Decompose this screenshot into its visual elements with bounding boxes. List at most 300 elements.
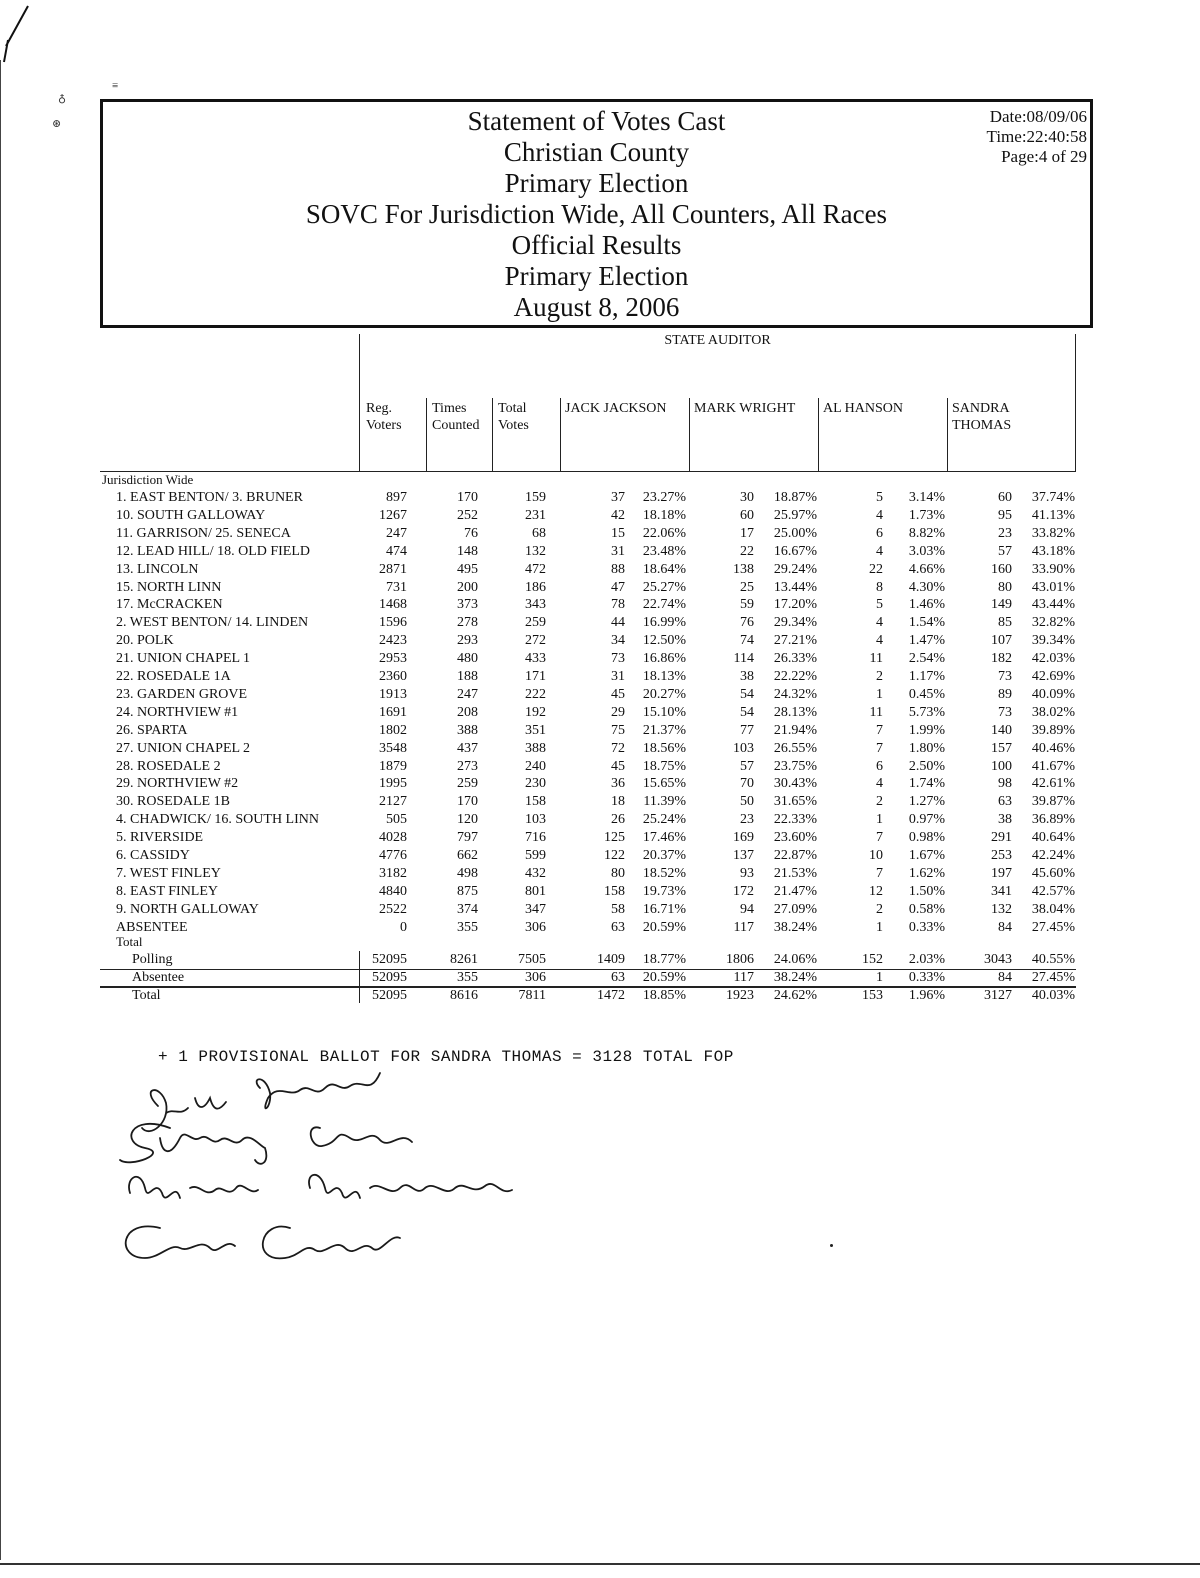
table-row (0, 775, 1200, 793)
cell-total: 259 (525, 615, 546, 631)
cell-c4: 57 (998, 543, 1012, 559)
cell-c2: 93 (740, 865, 754, 881)
cell-c1: 58 (611, 901, 625, 917)
cell-c1: 122 (604, 848, 625, 863)
cell-reg: 3182 (379, 865, 407, 881)
cell-c2: 137 (733, 848, 754, 863)
cell-total: 68 (532, 525, 546, 541)
cell-p1: 23.48% (642, 543, 686, 559)
cell-reg: 1913 (379, 686, 407, 702)
cell-c3: 2 (876, 901, 883, 917)
cell-p3: 1.62% (908, 865, 945, 881)
title-line: SOVC For Jurisdiction Wide, All Counters, All Races (305, 199, 888, 229)
cell-p4: 27.45% (1031, 919, 1075, 935)
cell-p1: 20.27% (642, 686, 686, 702)
cell-times: 797 (457, 830, 478, 846)
report-meta (987, 107, 1087, 167)
cell-c2: 23 (740, 812, 754, 828)
table-row (0, 883, 1200, 901)
cell-p3: 3.03% (908, 543, 945, 559)
title-line: Primary Election (504, 168, 689, 198)
cell-c3: 153 (862, 988, 883, 1003)
cell-p4: 43.18% (1031, 543, 1075, 559)
cell-p2: 38.24% (773, 970, 817, 985)
cell-c2: 77 (740, 722, 754, 738)
cell-c1: 78 (611, 597, 625, 613)
report-date: Date:08/09/06 (989, 107, 1087, 126)
cell-c2: 114 (733, 651, 754, 667)
cell-p3: 1.73% (908, 507, 945, 523)
cell-c1: 36 (611, 776, 625, 792)
cell-times: 374 (457, 901, 478, 917)
cell-p1: 12.50% (642, 633, 686, 649)
cell-p2: 38.24% (773, 919, 817, 935)
column-divider (426, 398, 427, 472)
cell-p2: 21.94% (773, 722, 817, 738)
cell-p1: 18.75% (642, 758, 686, 774)
cell-total: 7811 (518, 988, 546, 1003)
table-row (0, 811, 1200, 829)
cell-c4: 23 (998, 525, 1012, 541)
cell-p1: 18.85% (642, 988, 686, 1003)
cell-p2: 24.06% (773, 952, 817, 967)
cell-p3: 1.54% (908, 615, 945, 631)
cell-c1: 29 (611, 704, 625, 720)
cell-p1: 22.06% (642, 525, 686, 541)
cell-c4: 3043 (984, 952, 1012, 967)
header-candidate-sandra-thomas: SANDRA THOMAS (952, 401, 1012, 433)
cell-times: 252 (457, 507, 478, 523)
cell-c3: 4 (876, 507, 883, 523)
cell-c3: 7 (876, 830, 883, 846)
cell-c4: 63 (998, 794, 1012, 810)
cell-total: 272 (525, 633, 546, 649)
cell-p3: 0.97% (908, 812, 945, 828)
cell-c4: 182 (991, 651, 1012, 667)
cell-c4: 95 (998, 507, 1012, 523)
jurisdiction-name: 9. NORTH GALLOWAY (116, 901, 259, 917)
cell-total: 159 (525, 490, 546, 505)
cell-p3: 0.33% (908, 919, 945, 935)
cell-c2: 30 (740, 490, 754, 505)
cell-p4: 43.44% (1031, 597, 1075, 613)
cell-times: 662 (457, 848, 478, 863)
jurisdiction-name: 6. CASSIDY (116, 848, 190, 863)
cell-p1: 18.64% (642, 561, 686, 577)
header-total-votes: Total Votes (498, 401, 529, 433)
cell-reg: 1995 (379, 776, 407, 792)
cell-c1: 63 (611, 919, 625, 935)
cell-c3: 22 (869, 561, 883, 577)
table-row (0, 901, 1200, 919)
column-divider (689, 398, 690, 472)
cell-p2: 27.21% (773, 633, 817, 649)
cell-p4: 40.03% (1031, 988, 1075, 1003)
cell-c2: 117 (733, 919, 754, 935)
cell-c4: 197 (991, 865, 1012, 881)
cell-p3: 1.46% (908, 597, 945, 613)
jurisdiction-name: 5. RIVERSIDE (116, 830, 204, 846)
cell-c1: 125 (604, 830, 625, 846)
cell-p1: 23.27% (642, 490, 686, 505)
table-row (0, 596, 1200, 614)
cell-total: 347 (525, 901, 546, 917)
cell-p1: 18.56% (642, 740, 686, 756)
header-reg-voters: Reg. Voters (366, 401, 402, 433)
total-row (0, 969, 1200, 987)
cell-total: 231 (525, 507, 546, 523)
cell-p2: 26.55% (773, 740, 817, 756)
table-row (0, 686, 1200, 704)
header-rule (100, 471, 1076, 472)
cell-c1: 45 (611, 686, 625, 702)
cell-total: 432 (525, 865, 546, 881)
cell-total: 472 (525, 561, 546, 577)
jurisdiction-name: 15. NORTH LINN (116, 579, 222, 595)
cell-c3: 6 (876, 758, 883, 774)
cell-p4: 43.01% (1031, 579, 1075, 595)
cell-c2: 103 (733, 740, 754, 756)
signature-block (100, 1068, 540, 1283)
cell-p3: 0.58% (908, 901, 945, 917)
cell-reg: 4776 (379, 848, 407, 863)
cell-c3: 1 (876, 970, 883, 985)
cell-p1: 20.37% (642, 848, 686, 863)
cell-times: 437 (457, 740, 478, 756)
table-row (0, 525, 1200, 543)
jurisdiction-name: 24. NORTHVIEW #1 (116, 704, 239, 720)
cell-p2: 25.00% (773, 525, 817, 541)
cell-p2: 18.87% (773, 490, 817, 505)
section-label: Jurisdiction Wide (102, 472, 194, 487)
cell-c1: 26 (611, 812, 625, 828)
column-divider (947, 398, 948, 472)
cell-p4: 33.82% (1031, 525, 1075, 541)
jurisdiction-name: ABSENTEE (116, 919, 188, 935)
jurisdiction-name: 27. UNION CHAPEL 2 (116, 740, 251, 756)
cell-c4: 341 (991, 883, 1012, 899)
cell-p1: 17.46% (642, 830, 686, 846)
cell-times: 388 (457, 722, 478, 738)
cell-c3: 8 (876, 579, 883, 595)
cell-p3: 0.98% (908, 830, 945, 846)
cell-total: 240 (525, 758, 546, 774)
cell-reg: 2522 (379, 901, 407, 917)
cell-c3: 7 (876, 865, 883, 881)
cell-p2: 21.47% (773, 883, 817, 899)
cell-c2: 1806 (726, 952, 754, 967)
cell-p3: 0.45% (908, 686, 945, 702)
cell-c4: 253 (991, 848, 1012, 863)
jurisdiction-name: Polling (132, 952, 173, 967)
title-line: Primary Election (504, 261, 689, 291)
cell-c1: 42 (611, 507, 625, 523)
race-title: STATE AUDITOR (664, 333, 771, 348)
cell-times: 200 (457, 579, 478, 595)
table-row (0, 543, 1200, 561)
total-row (0, 987, 1200, 1005)
cell-reg: 2423 (379, 633, 407, 649)
jurisdiction-name: 22. ROSEDALE 1A (116, 669, 231, 684)
cell-p4: 42.61% (1031, 776, 1075, 792)
cell-p2: 21.53% (773, 865, 817, 881)
total-rule (100, 969, 1076, 970)
cell-p3: 4.66% (908, 561, 945, 577)
title-line: Official Results (511, 230, 682, 260)
jurisdiction-name: 10. SOUTH GALLOWAY (116, 507, 266, 523)
cell-c4: 140 (991, 722, 1012, 738)
cell-c1: 31 (611, 669, 625, 684)
cell-p2: 17.20% (773, 597, 817, 613)
cell-p4: 40.64% (1031, 830, 1075, 846)
cell-times: 875 (457, 883, 478, 899)
column-divider (359, 334, 360, 472)
cell-c3: 4 (876, 615, 883, 631)
cell-p2: 25.97% (773, 507, 817, 523)
cell-c3: 1 (876, 812, 883, 828)
cell-p2: 23.60% (773, 830, 817, 846)
cell-total: 306 (525, 970, 546, 985)
cell-total: 433 (525, 651, 546, 667)
cell-times: 8616 (450, 988, 478, 1003)
cell-p2: 29.24% (773, 561, 817, 577)
cell-c2: 1923 (726, 988, 754, 1003)
cell-p3: 1.50% (908, 883, 945, 899)
cell-c2: 76 (740, 615, 754, 631)
cell-c2: 60 (740, 507, 754, 523)
cell-times: 120 (457, 812, 478, 828)
cell-total: 132 (525, 543, 546, 559)
cell-c3: 1 (876, 919, 883, 935)
jurisdiction-name: 21. UNION CHAPEL 1 (116, 651, 251, 667)
header-candidate-al-hanson: AL HANSON (823, 401, 903, 416)
cell-p4: 40.55% (1031, 952, 1075, 967)
cell-total: 801 (525, 883, 546, 899)
cell-p4: 42.57% (1031, 883, 1075, 899)
table-row (0, 865, 1200, 883)
cell-c1: 88 (611, 561, 625, 577)
cell-total: 716 (525, 830, 546, 846)
column-divider (818, 398, 819, 472)
cell-total: 599 (525, 848, 546, 863)
cell-p3: 1.80% (908, 740, 945, 756)
cell-p4: 40.09% (1031, 686, 1075, 702)
cell-reg: 731 (386, 579, 407, 595)
cell-total: 7505 (518, 952, 546, 967)
cell-c2: 57 (740, 758, 754, 774)
cell-reg: 1802 (379, 722, 407, 738)
cell-times: 373 (457, 597, 478, 613)
cell-times: 76 (464, 525, 478, 541)
cell-c1: 31 (611, 543, 625, 559)
cell-p4: 41.13% (1031, 507, 1075, 523)
cell-times: 170 (457, 794, 478, 810)
header-times-counted: Times Counted (432, 401, 480, 433)
cell-reg: 4840 (379, 883, 407, 899)
column-divider (560, 398, 561, 472)
cell-c1: 44 (611, 615, 625, 631)
cell-c3: 7 (876, 722, 883, 738)
margin-mark: ♁ (58, 93, 67, 105)
cell-p3: 0.33% (908, 970, 945, 985)
cell-p2: 16.67% (773, 543, 817, 559)
cell-p2: 23.75% (773, 758, 817, 774)
cell-times: 259 (457, 776, 478, 792)
cell-p4: 32.82% (1031, 615, 1075, 631)
cell-p4: 42.03% (1031, 651, 1075, 667)
cell-p1: 16.99% (642, 615, 686, 631)
cell-p4: 42.24% (1031, 848, 1075, 863)
cell-c2: 70 (740, 776, 754, 792)
cell-c3: 12 (869, 883, 883, 899)
cell-reg: 247 (386, 525, 407, 541)
cell-p3: 1.74% (908, 776, 945, 792)
cell-c1: 80 (611, 865, 625, 881)
pen-slash-mark (0, 0, 40, 70)
jurisdiction-name: 29. NORTHVIEW #2 (116, 776, 239, 792)
cell-c2: 50 (740, 794, 754, 810)
cell-reg: 1267 (379, 507, 407, 523)
cell-c1: 1472 (597, 988, 625, 1003)
cell-reg: 897 (386, 490, 407, 505)
cell-c4: 157 (991, 740, 1012, 756)
table-row (0, 650, 1200, 668)
table-row (0, 614, 1200, 632)
column-divider (1075, 334, 1076, 472)
jurisdiction-name: 1. EAST BENTON/ 3. BRUNER (116, 490, 303, 505)
cell-p2: 27.09% (773, 901, 817, 917)
cell-times: 8261 (450, 952, 478, 967)
jurisdiction-name: Total (132, 988, 161, 1003)
cell-total: 306 (525, 919, 546, 935)
cell-times: 247 (457, 686, 478, 702)
cell-reg: 2360 (379, 669, 407, 684)
title-line: August 8, 2006 (513, 292, 680, 322)
cell-p1: 19.73% (642, 883, 686, 899)
cell-p2: 28.13% (773, 704, 817, 720)
cell-c2: 25 (740, 579, 754, 595)
cell-times: 355 (457, 919, 478, 935)
cell-c1: 18 (611, 794, 625, 810)
cell-p1: 18.18% (642, 507, 686, 523)
title-line: Christian County (503, 137, 690, 167)
jurisdiction-name: 28. ROSEDALE 2 (116, 758, 221, 774)
cell-p3: 1.99% (908, 722, 945, 738)
cell-c4: 38 (998, 812, 1012, 828)
cell-p3: 2.03% (908, 952, 945, 967)
jurisdiction-name: 2. WEST BENTON/ 14. LINDEN (116, 615, 309, 631)
cell-p2: 24.32% (773, 686, 817, 702)
cell-c4: 60 (998, 490, 1012, 505)
jurisdiction-name: 13. LINCOLN (116, 561, 199, 577)
cell-c4: 98 (998, 776, 1012, 792)
cell-p4: 33.90% (1031, 561, 1075, 577)
cell-p1: 22.74% (642, 597, 686, 613)
cell-p1: 20.59% (642, 919, 686, 935)
cell-total: 388 (525, 740, 546, 756)
column-divider (492, 398, 493, 472)
cell-c1: 37 (611, 490, 625, 505)
cell-reg: 505 (386, 812, 407, 828)
cell-c1: 72 (611, 740, 625, 756)
cell-c2: 54 (740, 686, 754, 702)
cell-total: 171 (525, 669, 546, 684)
cell-p1: 15.10% (642, 704, 686, 720)
cell-c4: 291 (991, 830, 1012, 846)
cell-p4: 38.04% (1031, 901, 1075, 917)
cell-c2: 17 (740, 525, 754, 541)
report-time: Time:22:40:58 (986, 127, 1087, 146)
cell-c1: 34 (611, 633, 625, 649)
cell-p4: 37.74% (1031, 490, 1075, 505)
jurisdiction-name: 20. POLK (116, 633, 174, 649)
cell-times: 480 (457, 651, 478, 667)
cell-p1: 18.13% (642, 669, 686, 684)
jurisdiction-name: 23. GARDEN GROVE (116, 686, 248, 702)
cell-p2: 22.87% (773, 848, 817, 863)
cell-total: 103 (525, 812, 546, 828)
header-candidate-jack-jackson: JACK JACKSON (565, 401, 667, 416)
cell-reg: 1879 (379, 758, 407, 774)
table-row (0, 561, 1200, 579)
cell-reg: 52095 (372, 952, 407, 967)
table-row (0, 489, 1200, 507)
cell-c4: 80 (998, 579, 1012, 595)
title-line: Statement of Votes Cast (467, 106, 726, 136)
cell-c4: 160 (991, 561, 1012, 577)
cell-p3: 5.73% (908, 704, 945, 720)
cell-c3: 1 (876, 686, 883, 702)
cell-p4: 39.89% (1031, 722, 1075, 738)
cell-times: 148 (457, 543, 478, 559)
jurisdiction-name: 12. LEAD HILL/ 18. OLD FIELD (116, 543, 311, 559)
jurisdiction-name: 4. CHADWICK/ 16. SOUTH LINN (116, 812, 319, 828)
cell-times: 498 (457, 865, 478, 881)
cell-p2: 30.43% (773, 776, 817, 792)
cell-reg: 52095 (372, 970, 407, 985)
cell-c2: 172 (733, 883, 754, 899)
cell-c3: 2 (876, 669, 883, 684)
cell-total: 351 (525, 722, 546, 738)
cell-p3: 1.67% (908, 848, 945, 863)
cell-c4: 84 (998, 970, 1012, 985)
cell-p4: 38.02% (1031, 704, 1075, 720)
cell-reg: 3548 (379, 740, 407, 756)
cell-p1: 15.65% (642, 776, 686, 792)
cell-p1: 16.71% (642, 901, 686, 917)
table-row (0, 829, 1200, 847)
cell-total: 343 (525, 597, 546, 613)
page-bottom-edge (0, 1563, 1200, 1565)
cell-total: 222 (525, 686, 546, 702)
cell-c2: 59 (740, 597, 754, 613)
cell-times: 273 (457, 758, 478, 774)
cell-c1: 1409 (597, 952, 625, 967)
table-row (0, 579, 1200, 597)
cell-c2: 38 (740, 669, 754, 684)
cell-c3: 11 (869, 704, 883, 720)
cell-reg: 1468 (379, 597, 407, 613)
cell-times: 495 (457, 561, 478, 577)
cell-p3: 8.82% (908, 525, 945, 541)
cell-p3: 2.54% (908, 651, 945, 667)
cell-times: 170 (457, 490, 478, 505)
cell-reg: 0 (400, 919, 407, 935)
cell-p4: 27.45% (1031, 970, 1075, 985)
grand-total-rule (100, 986, 1076, 988)
cell-c2: 54 (740, 704, 754, 720)
header-candidate-mark-wright: MARK WRIGHT (694, 401, 796, 416)
